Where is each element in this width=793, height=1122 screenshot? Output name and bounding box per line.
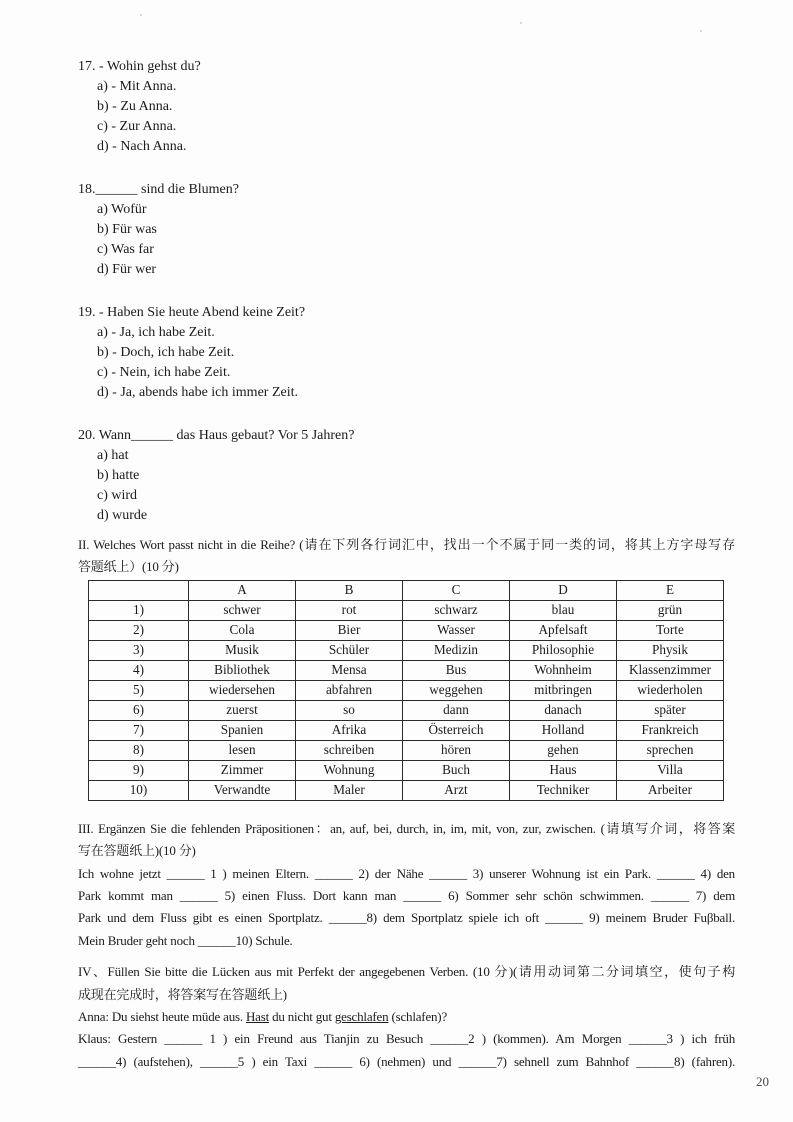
- word-cell: schwer: [189, 600, 296, 620]
- word-cell: blau: [510, 600, 617, 620]
- question-18-option-c: c) Was far: [97, 242, 154, 257]
- klaus-dialogue-line1: Klaus: Gestern ______ 1 ) ein Freund aus Tianjin zu Besuch ______2 ) (kommen). Am Morgen ______3 ) ich früh: [78, 1031, 735, 1047]
- question-19-option-c: c) - Nein, ich habe Zeit.: [97, 365, 231, 380]
- word-cell: Torte: [617, 620, 724, 640]
- word-table-header-cell: D: [510, 580, 617, 600]
- row-number-cell: 10): [89, 780, 189, 800]
- word-cell: Villa: [617, 760, 724, 780]
- word-cell: wiederholen: [617, 680, 724, 700]
- row-number-cell: 1): [89, 600, 189, 620]
- word-table-header-cell: B: [296, 580, 403, 600]
- row-number-cell: 6): [89, 700, 189, 720]
- question-19-text: 19. - Haben Sie heute Abend keine Zeit?: [78, 305, 306, 320]
- section4: [78, 961, 735, 1073]
- section4-heading-line1: IV、Füllen Sie bitte die Lücken aus mit Perfekt der angegebenen Verben. (10 分)(请用动词第二分词填空，使句子构: [78, 964, 735, 980]
- word-cell: Frankreich: [617, 720, 724, 740]
- question-20: [78, 426, 735, 526]
- anna-text-prefix: Anna: Du siehst heute müde aus.: [78, 1009, 246, 1025]
- word-cell: rot: [296, 600, 403, 620]
- word-cell: lesen: [189, 740, 296, 760]
- anna-text-suffix: (schlafen)?: [388, 1009, 448, 1025]
- row-number-cell: 9): [89, 760, 189, 780]
- word-table-body: [89, 600, 724, 800]
- word-cell: dann: [403, 700, 510, 720]
- word-cell: gehen: [510, 740, 617, 760]
- word-cell: sprechen: [617, 740, 724, 760]
- question-18-option-b: b) Für was: [97, 222, 157, 237]
- word-cell: Arzt: [403, 780, 510, 800]
- question-17-option-a: a) - Mit Anna.: [97, 79, 177, 94]
- word-cell: Wohnheim: [510, 660, 617, 680]
- section3-heading-line2: 写在答题纸上)(10 分): [78, 843, 196, 859]
- row-number-cell: 3): [89, 640, 189, 660]
- word-choice-table: [88, 580, 724, 801]
- word-table-row: [89, 780, 724, 800]
- word-cell: Maler: [296, 780, 403, 800]
- word-cell: Spanien: [189, 720, 296, 740]
- word-table-row: [89, 740, 724, 760]
- word-cell: Schüler: [296, 640, 403, 660]
- question-17-option-d: d) - Nach Anna.: [97, 139, 187, 154]
- word-cell: Musik: [189, 640, 296, 660]
- question-20-option-b: b) hatte: [97, 468, 140, 483]
- row-number-cell: 4): [89, 660, 189, 680]
- question-18-option-d: d) Für wer: [97, 262, 157, 277]
- section3: [78, 818, 735, 952]
- row-number-cell: 2): [89, 620, 189, 640]
- question-20-option-c: c) wird: [97, 488, 138, 503]
- klaus-dialogue-line2: ______4) (aufstehen), ______5 ) ein Taxi ______ 6) (nehmen) und ______7) sehnell zum Bahnhof ______8) (fahren).: [78, 1053, 735, 1069]
- word-cell: Afrika: [296, 720, 403, 740]
- word-cell: Apfelsaft: [510, 620, 617, 640]
- word-cell: Holland: [510, 720, 617, 740]
- question-19-option-d: d) - Ja, abends habe ich immer Zeit.: [97, 385, 298, 400]
- word-cell: zuerst: [189, 700, 296, 720]
- prepositions-text-line1: Ich wohne jetzt ______ 1 ) meinen Eltern. ______ 2) der Nähe ______ 3) unserer Wohnung ist ein Park. ______ 4) den: [78, 865, 735, 881]
- word-cell: grün: [617, 600, 724, 620]
- scan-speck: [700, 30, 702, 32]
- page-number: 20: [756, 1074, 769, 1089]
- scan-speck: [520, 22, 522, 24]
- section3-heading-line1: III. Ergänzen Sie die fehlenden Präpositionen：an, auf, bei, durch, in, im, mit, von, zur, zwischen. (请填写介词，将答案: [78, 820, 735, 836]
- section2-heading-line1: II. Welches Wort passt nicht in die Reihe? (请在下列各行词汇中，找出一个不属于同一类的词，将其上方字母写存: [78, 537, 735, 552]
- word-cell: abfahren: [296, 680, 403, 700]
- word-cell: Medizin: [403, 640, 510, 660]
- anna-underlined-hast: Hast: [245, 1009, 270, 1025]
- word-cell: Buch: [403, 760, 510, 780]
- word-table-row: [89, 600, 724, 620]
- question-20-option-d: d) wurde: [97, 508, 148, 523]
- word-table-row: [89, 700, 724, 720]
- prepositions-text-line3: Park und dem Fluss gibt es einen Sportplatz. ______8) dem Sportplatz spiele ich oft ______ 9) meinem Bruder Fuβball.: [78, 910, 735, 926]
- word-cell: Verwandte: [189, 780, 296, 800]
- word-cell: Haus: [510, 760, 617, 780]
- word-cell: wiedersehen: [189, 680, 296, 700]
- word-table-header-cell: E: [617, 580, 724, 600]
- word-cell: Wasser: [403, 620, 510, 640]
- row-number-cell: 8): [89, 740, 189, 760]
- word-cell: danach: [510, 700, 617, 720]
- word-cell: Techniker: [510, 780, 617, 800]
- question-19-option-a: a) - Ja, ich habe Zeit.: [97, 325, 215, 340]
- section4-heading-line2: 成现在完成时，将答案写在答题纸上): [78, 986, 287, 1002]
- prepositions-text-line2: Park kommt man ______ 5) einen Fluss. Dort kann man ______ 6) Sommer sehr schön schwimmen. ______ 7) dem: [78, 888, 735, 904]
- anna-dialogue-line: [78, 1006, 735, 1028]
- question-18: [78, 180, 735, 280]
- word-cell: Wohnung: [296, 760, 403, 780]
- word-cell: hören: [403, 740, 510, 760]
- question-19-option-b: b) - Doch, ich habe Zeit.: [97, 345, 235, 360]
- word-table-row: [89, 760, 724, 780]
- word-cell: so: [296, 700, 403, 720]
- word-cell: Mensa: [296, 660, 403, 680]
- word-table-header-row: [89, 580, 724, 600]
- word-cell: Zimmer: [189, 760, 296, 780]
- word-cell: später: [617, 700, 724, 720]
- word-cell: Bier: [296, 620, 403, 640]
- word-cell: Philosophie: [510, 640, 617, 660]
- word-cell: schreiben: [296, 740, 403, 760]
- question-18-text: 18.______ sind die Blumen?: [78, 182, 239, 197]
- word-cell: mitbringen: [510, 680, 617, 700]
- word-cell: Arbeiter: [617, 780, 724, 800]
- question-19: [78, 303, 735, 403]
- word-cell: weggehen: [403, 680, 510, 700]
- word-cell: Bibliothek: [189, 660, 296, 680]
- prepositions-text-line4: Mein Bruder geht noch ______10) Schule.: [78, 932, 293, 948]
- word-table-row: [89, 680, 724, 700]
- section2-heading-line2: 答题纸上）(10 分): [78, 559, 179, 575]
- word-table-row: [89, 620, 724, 640]
- anna-text-middle: du nicht gut: [269, 1009, 335, 1025]
- question-17-option-b: b) - Zu Anna.: [97, 99, 173, 114]
- word-cell: schwarz: [403, 600, 510, 620]
- section2-heading: [78, 534, 735, 579]
- question-20-text: 20. Wann______ das Haus gebaut? Vor 5 Jahren?: [78, 428, 355, 443]
- word-cell: Klassenzimmer: [617, 660, 724, 680]
- word-table-row: [89, 640, 724, 660]
- row-number-cell: 5): [89, 680, 189, 700]
- word-cell: Bus: [403, 660, 510, 680]
- word-table-row: [89, 660, 724, 680]
- question-17: [78, 57, 735, 157]
- question-17-text: 17. - Wohin gehst du?: [78, 59, 201, 74]
- question-17-option-c: c) - Zur Anna.: [97, 119, 177, 134]
- word-table-row: [89, 720, 724, 740]
- anna-underlined-geschlafen: geschlafen: [334, 1009, 389, 1025]
- row-number-cell: 7): [89, 720, 189, 740]
- scan-speck: [140, 14, 142, 16]
- word-table-header-cell: C: [403, 580, 510, 600]
- word-cell: Cola: [189, 620, 296, 640]
- word-table-header-cell: A: [189, 580, 296, 600]
- word-table-header-cell: [89, 580, 189, 600]
- question-18-option-a: a) Wofür: [97, 202, 147, 217]
- word-cell: Österreich: [403, 720, 510, 740]
- question-20-option-a: a) hat: [97, 448, 129, 463]
- word-cell: Physik: [617, 640, 724, 660]
